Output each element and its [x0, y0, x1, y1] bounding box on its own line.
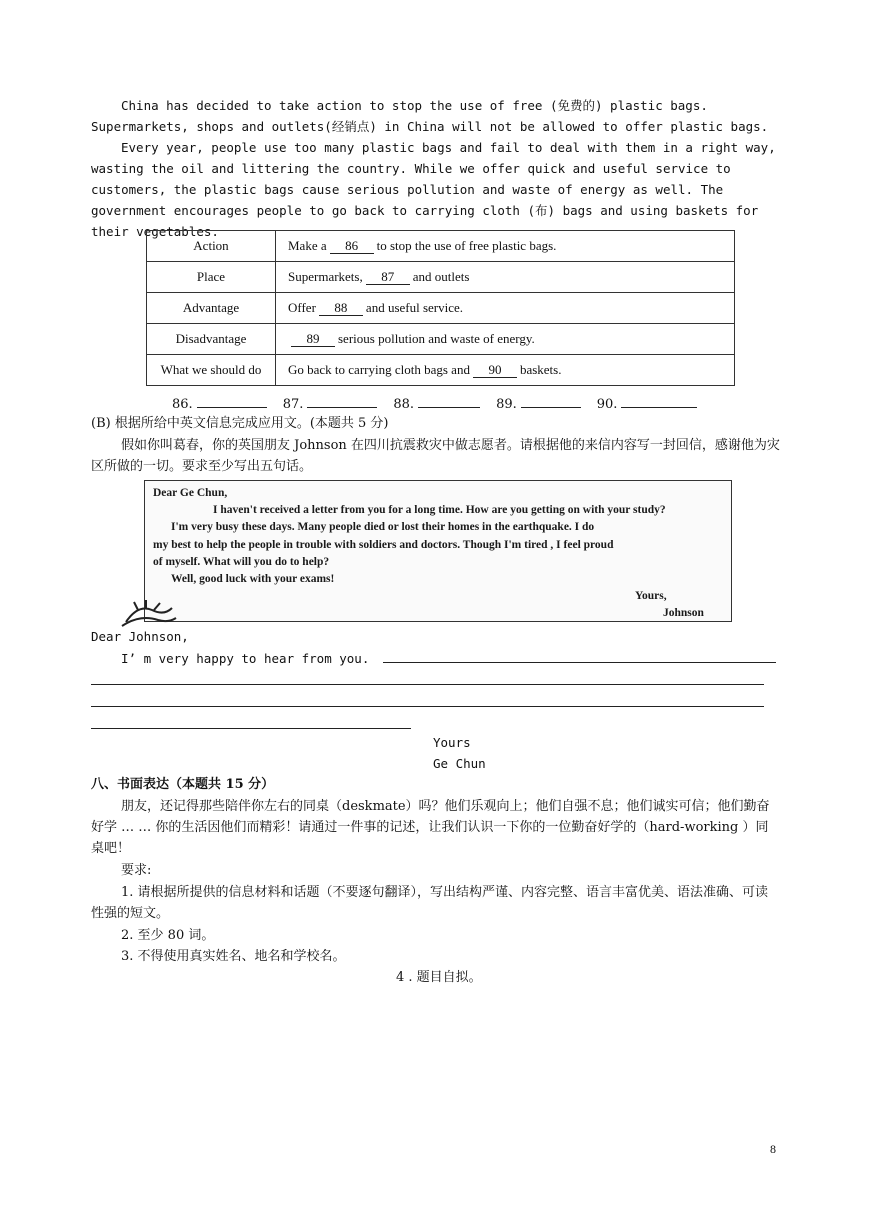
- answer-line[interactable]: [418, 395, 480, 408]
- content-after: to stop the use of free plastic bags.: [376, 238, 557, 253]
- answer-blanks: [172, 395, 713, 412]
- content-before: Offer: [288, 300, 316, 315]
- reply-opening: I’ m very happy to hear from you.: [121, 651, 370, 666]
- content-after: serious pollution and waste of energy.: [338, 331, 535, 346]
- letter-line-2: I'm very busy these days. Many people died or lost their homes in the earthquake. I do: [171, 521, 595, 533]
- table-row-content: [276, 324, 735, 355]
- requirements-label: 要求:: [121, 863, 152, 878]
- table-row: [147, 355, 735, 386]
- letter-line-3: my best to help the people in trouble with soldiers and doctors. Though I'm tired , I feel proud: [153, 539, 614, 551]
- answer-number: 87.: [282, 397, 304, 412]
- table-row-label: Place: [147, 262, 276, 293]
- requirement-3: 3. 不得使用真实姓名、地名和学校名。: [121, 949, 346, 964]
- blank-number[interactable]: 86: [330, 239, 374, 254]
- writing-line[interactable]: [91, 706, 764, 707]
- requirement-2: 2. 至少 80 词。: [121, 928, 215, 943]
- content-before: Go back to carrying cloth bags and: [288, 362, 470, 377]
- content-before: Make a: [288, 238, 327, 253]
- letter-salutation: Dear Ge Chun,: [153, 487, 228, 499]
- letter-closing: Yours,: [635, 590, 667, 602]
- blank-number[interactable]: 87: [366, 270, 410, 285]
- section-b-instruction: 假如你叫葛春，你的英国朋友 Johnson 在四川抗震救灾中做志愿者。请根据他的来信内容写一封回信，感谢他为灾区所做的一切。要求至少写出五句话。: [91, 438, 780, 474]
- reply-signature: Ge Chun: [433, 756, 486, 771]
- blank-number[interactable]: 88: [319, 301, 363, 316]
- table-row-content: [276, 355, 735, 386]
- table-row: [147, 262, 735, 293]
- table-row-content: [276, 262, 735, 293]
- answer-number: 88.: [393, 397, 415, 412]
- table-row: [147, 293, 735, 324]
- reply-closing: Yours: [433, 735, 471, 750]
- section-b-heading: (B) 根据所给中英文信息完成应用文。(本题共 5 分): [91, 416, 389, 431]
- letter-line-1: I haven't received a letter from you for a long time. How are you getting on with your study?: [213, 504, 666, 516]
- passage-paragraph-2: Every year, people use too many plastic bags and fail to deal with them in a right way, wasting the oil and littering the country. While we offer quick and useful service to customers, the plastic bags cause serious pollution and waste of energy as well. The government encourages people to go back to carrying cloth (布) bags and using baskets for their vegetables.: [91, 140, 776, 239]
- table-row: [147, 324, 735, 355]
- reply-salutation: Dear Johnson,: [91, 629, 189, 644]
- content-after: and outlets: [412, 269, 470, 284]
- answer-number: 89.: [496, 397, 517, 412]
- writing-line[interactable]: [91, 684, 764, 685]
- letter-line-5: Well, good luck with your exams!: [171, 573, 335, 585]
- table-row-label: Advantage: [147, 293, 276, 324]
- section-8-heading: 八、书面表达（本题共 15 分）: [91, 777, 275, 792]
- page-number: 8: [770, 1142, 776, 1156]
- passage-paragraph-1: China has decided to take action to stop the use of free (免费的) plastic bags. Supermarkets, shops and outlets(经销点) in China will not be allowed to offer plastic bags.: [91, 98, 769, 134]
- letter-line-4: of myself. What will you do to help?: [153, 556, 330, 568]
- content-after: and useful service.: [365, 300, 464, 315]
- table-row-content: [276, 231, 735, 262]
- blank-number[interactable]: 90: [473, 363, 517, 378]
- content-after: baskets.: [519, 362, 562, 377]
- letter-signature: Johnson: [663, 607, 704, 619]
- content-before: Supermarkets,: [288, 269, 363, 284]
- writing-line[interactable]: [383, 662, 776, 663]
- answer-line[interactable]: [621, 395, 697, 408]
- answer-line[interactable]: [197, 395, 267, 408]
- writing-line[interactable]: [91, 728, 411, 729]
- requirement-4: 4 . 题目自拟。: [396, 970, 482, 985]
- decorative-sun-icon: [118, 600, 178, 628]
- answer-number: 86.: [172, 397, 193, 412]
- table-row-content: [276, 293, 735, 324]
- table-row-label: Disadvantage: [147, 324, 276, 355]
- table-row: [147, 231, 735, 262]
- section-8-intro: 朋友，还记得那些陪伴你左右的同桌（deskmate）吗？他们乐观向上；他们自强不息；他们诚实可信；他们勤奋好学 … … 你的生活因他们而精彩！请通过一件事的记述，让我们认识一下你的一位勤奋好学的（hard-working ）同桌吧！: [91, 799, 770, 856]
- table-row-label: What we should do: [147, 355, 276, 386]
- answer-line[interactable]: [307, 395, 377, 408]
- table-row-label: Action: [147, 231, 276, 262]
- answer-number: 90.: [596, 397, 618, 412]
- requirement-1: 1. 请根据所提供的信息材料和话题（不要逐句翻译），写出结构严谨、内容完整、语言丰富优美、语法准确、可读性强的短文。: [91, 885, 769, 921]
- blank-number[interactable]: 89: [291, 332, 335, 347]
- answer-line[interactable]: [521, 395, 581, 408]
- info-table: [146, 230, 735, 386]
- letter-image: [144, 480, 732, 622]
